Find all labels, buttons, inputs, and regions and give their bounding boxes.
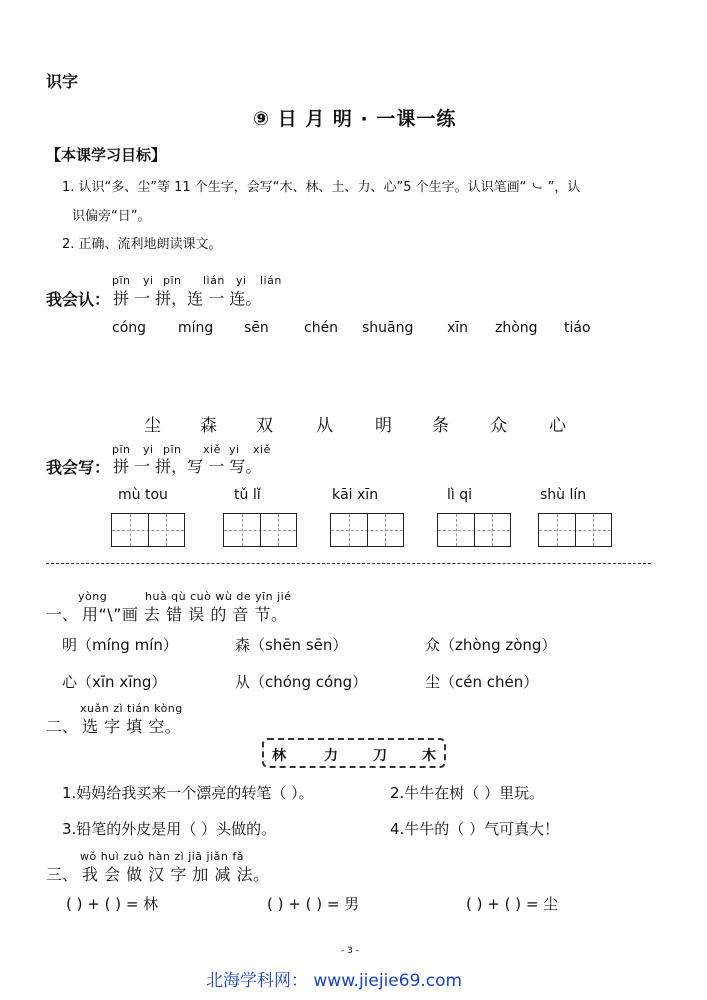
- q1-item[interactable]: 众（zhòng zòng）: [425, 636, 557, 654]
- character: 从: [316, 416, 333, 436]
- fill-sentence[interactable]: 1.妈妈给我买来一个漂亮的转笔（ ）。: [62, 784, 314, 802]
- page-number: - 3 -: [341, 946, 359, 956]
- write-word-pinyin: mù tou: [118, 487, 168, 503]
- pinyin-word: tiáo: [564, 320, 591, 336]
- write-instruction: 拼 一 拼，写 一 写。: [113, 457, 262, 476]
- recognize-pinyin-5: yi: [236, 274, 247, 287]
- pinyin-word: xīn: [447, 320, 469, 336]
- character: 森: [200, 416, 217, 436]
- fill-sentence[interactable]: 3.铅笔的外皮是用（ ）头做的。: [62, 820, 277, 838]
- write-word-pinyin: lì qi: [447, 487, 473, 503]
- recognize-pinyin-6: lián: [260, 274, 282, 287]
- footer-link[interactable]: 北海学科网： www.jiejie69.com: [206, 971, 463, 991]
- equation[interactable]: ( ) + ( ) = 男: [267, 895, 360, 913]
- recognize-pinyin-1: pīn: [112, 274, 131, 287]
- character: 双: [256, 416, 273, 436]
- q2-pinyin: xuǎn zì tián kòng: [80, 702, 183, 715]
- recognize-instruction: 拼 一 拼，连 一 连。: [113, 289, 262, 308]
- write-pinyin-4: xiě: [203, 443, 221, 456]
- write-pinyin-1: pīn: [112, 443, 131, 456]
- q1-item[interactable]: 尘（cén chén）: [425, 673, 539, 691]
- q1-item[interactable]: 森（shēn sēn）: [235, 636, 348, 654]
- q3-pinyin: wǒ huì zuò hàn zì jiā jiǎn fǎ: [80, 850, 244, 863]
- recognize-pinyin-2: yi: [143, 274, 154, 287]
- fill-sentence[interactable]: 2.牛牛在树（ ）里玩。: [390, 784, 545, 802]
- write-pinyin-5: yi: [229, 443, 240, 456]
- character: 心: [549, 416, 566, 436]
- fill-sentence[interactable]: 4.牛牛的（ ）气可真大！: [390, 820, 560, 838]
- pinyin-word: sēn: [244, 320, 269, 336]
- section-label: 识字: [46, 72, 79, 91]
- section-divider: [46, 563, 651, 564]
- pinyin-word: míng: [178, 320, 214, 336]
- word-choice: 林: [272, 748, 286, 764]
- q1-item[interactable]: 从（chóng cóng）: [235, 673, 368, 691]
- word-choice-box: [262, 738, 446, 768]
- writing-grid[interactable]: [111, 513, 185, 547]
- q3-number: 三、: [46, 865, 79, 884]
- writing-grid[interactable]: [538, 513, 612, 547]
- goal-item-1-cont: 识偏旁“日”。: [72, 209, 151, 224]
- q2-number: 二、: [46, 717, 79, 736]
- equation[interactable]: ( ) + ( ) = 林: [66, 895, 159, 913]
- pinyin-word: zhòng: [495, 320, 538, 336]
- write-word-pinyin: kāi xīn: [332, 487, 379, 503]
- q2-instruction: 选 字 填 空。: [82, 717, 182, 736]
- write-word-pinyin: shù lín: [540, 487, 587, 503]
- write-label: 我会写：: [46, 458, 111, 477]
- recognize-pinyin-3: pīn: [163, 274, 182, 287]
- q1-pinyin-b: huà qù cuò wù de yīn jié: [145, 590, 292, 603]
- goals-heading: 【本课学习目标】: [46, 146, 167, 164]
- character: 众: [490, 416, 507, 436]
- equation[interactable]: ( ) + ( ) = 尘: [466, 895, 559, 913]
- pinyin-word: chén: [304, 320, 339, 336]
- write-word-pinyin: tǔ lǐ: [234, 487, 261, 503]
- character: 条: [432, 416, 449, 436]
- character: 尘: [144, 416, 161, 436]
- recognize-pinyin-4: lián: [203, 274, 225, 287]
- word-choice: 木: [422, 748, 436, 764]
- pinyin-word: shuāng: [362, 320, 414, 336]
- q1-pinyin-a: yòng: [78, 590, 108, 603]
- write-pinyin-6: xiě: [253, 443, 271, 456]
- word-choice: 刀: [373, 748, 387, 764]
- goal-item-1: 1. 认识“多、尘”等 11 个生字，会写“木、林、土、力、心”5 个生字。认识笔画“ ㇃ ”，认: [62, 180, 581, 195]
- write-pinyin-2: yi: [143, 443, 154, 456]
- character: 明: [375, 416, 392, 436]
- q1-instruction: 用“\”画 去 错 误 的 音 节。: [82, 605, 288, 624]
- goal-item-2: 2. 正确、流利地朗读课文。: [62, 237, 222, 252]
- q1-item[interactable]: 明（míng mín）: [62, 636, 178, 654]
- q1-number: 一、: [46, 605, 79, 624]
- writing-grid[interactable]: [330, 513, 404, 547]
- writing-grid[interactable]: [437, 513, 511, 547]
- write-pinyin-3: pīn: [163, 443, 182, 456]
- q3-instruction: 我 会 做 汉 字 加 减 法。: [82, 865, 270, 884]
- writing-grid[interactable]: [223, 513, 297, 547]
- word-choice: 力: [324, 748, 338, 764]
- q1-item[interactable]: 心（xīn xīng）: [62, 673, 167, 691]
- recognize-label: 我会认：: [46, 290, 111, 309]
- page-title: ⑨ 日 月 明 · 一课一练: [253, 108, 457, 130]
- pinyin-word: cóng: [112, 320, 147, 336]
